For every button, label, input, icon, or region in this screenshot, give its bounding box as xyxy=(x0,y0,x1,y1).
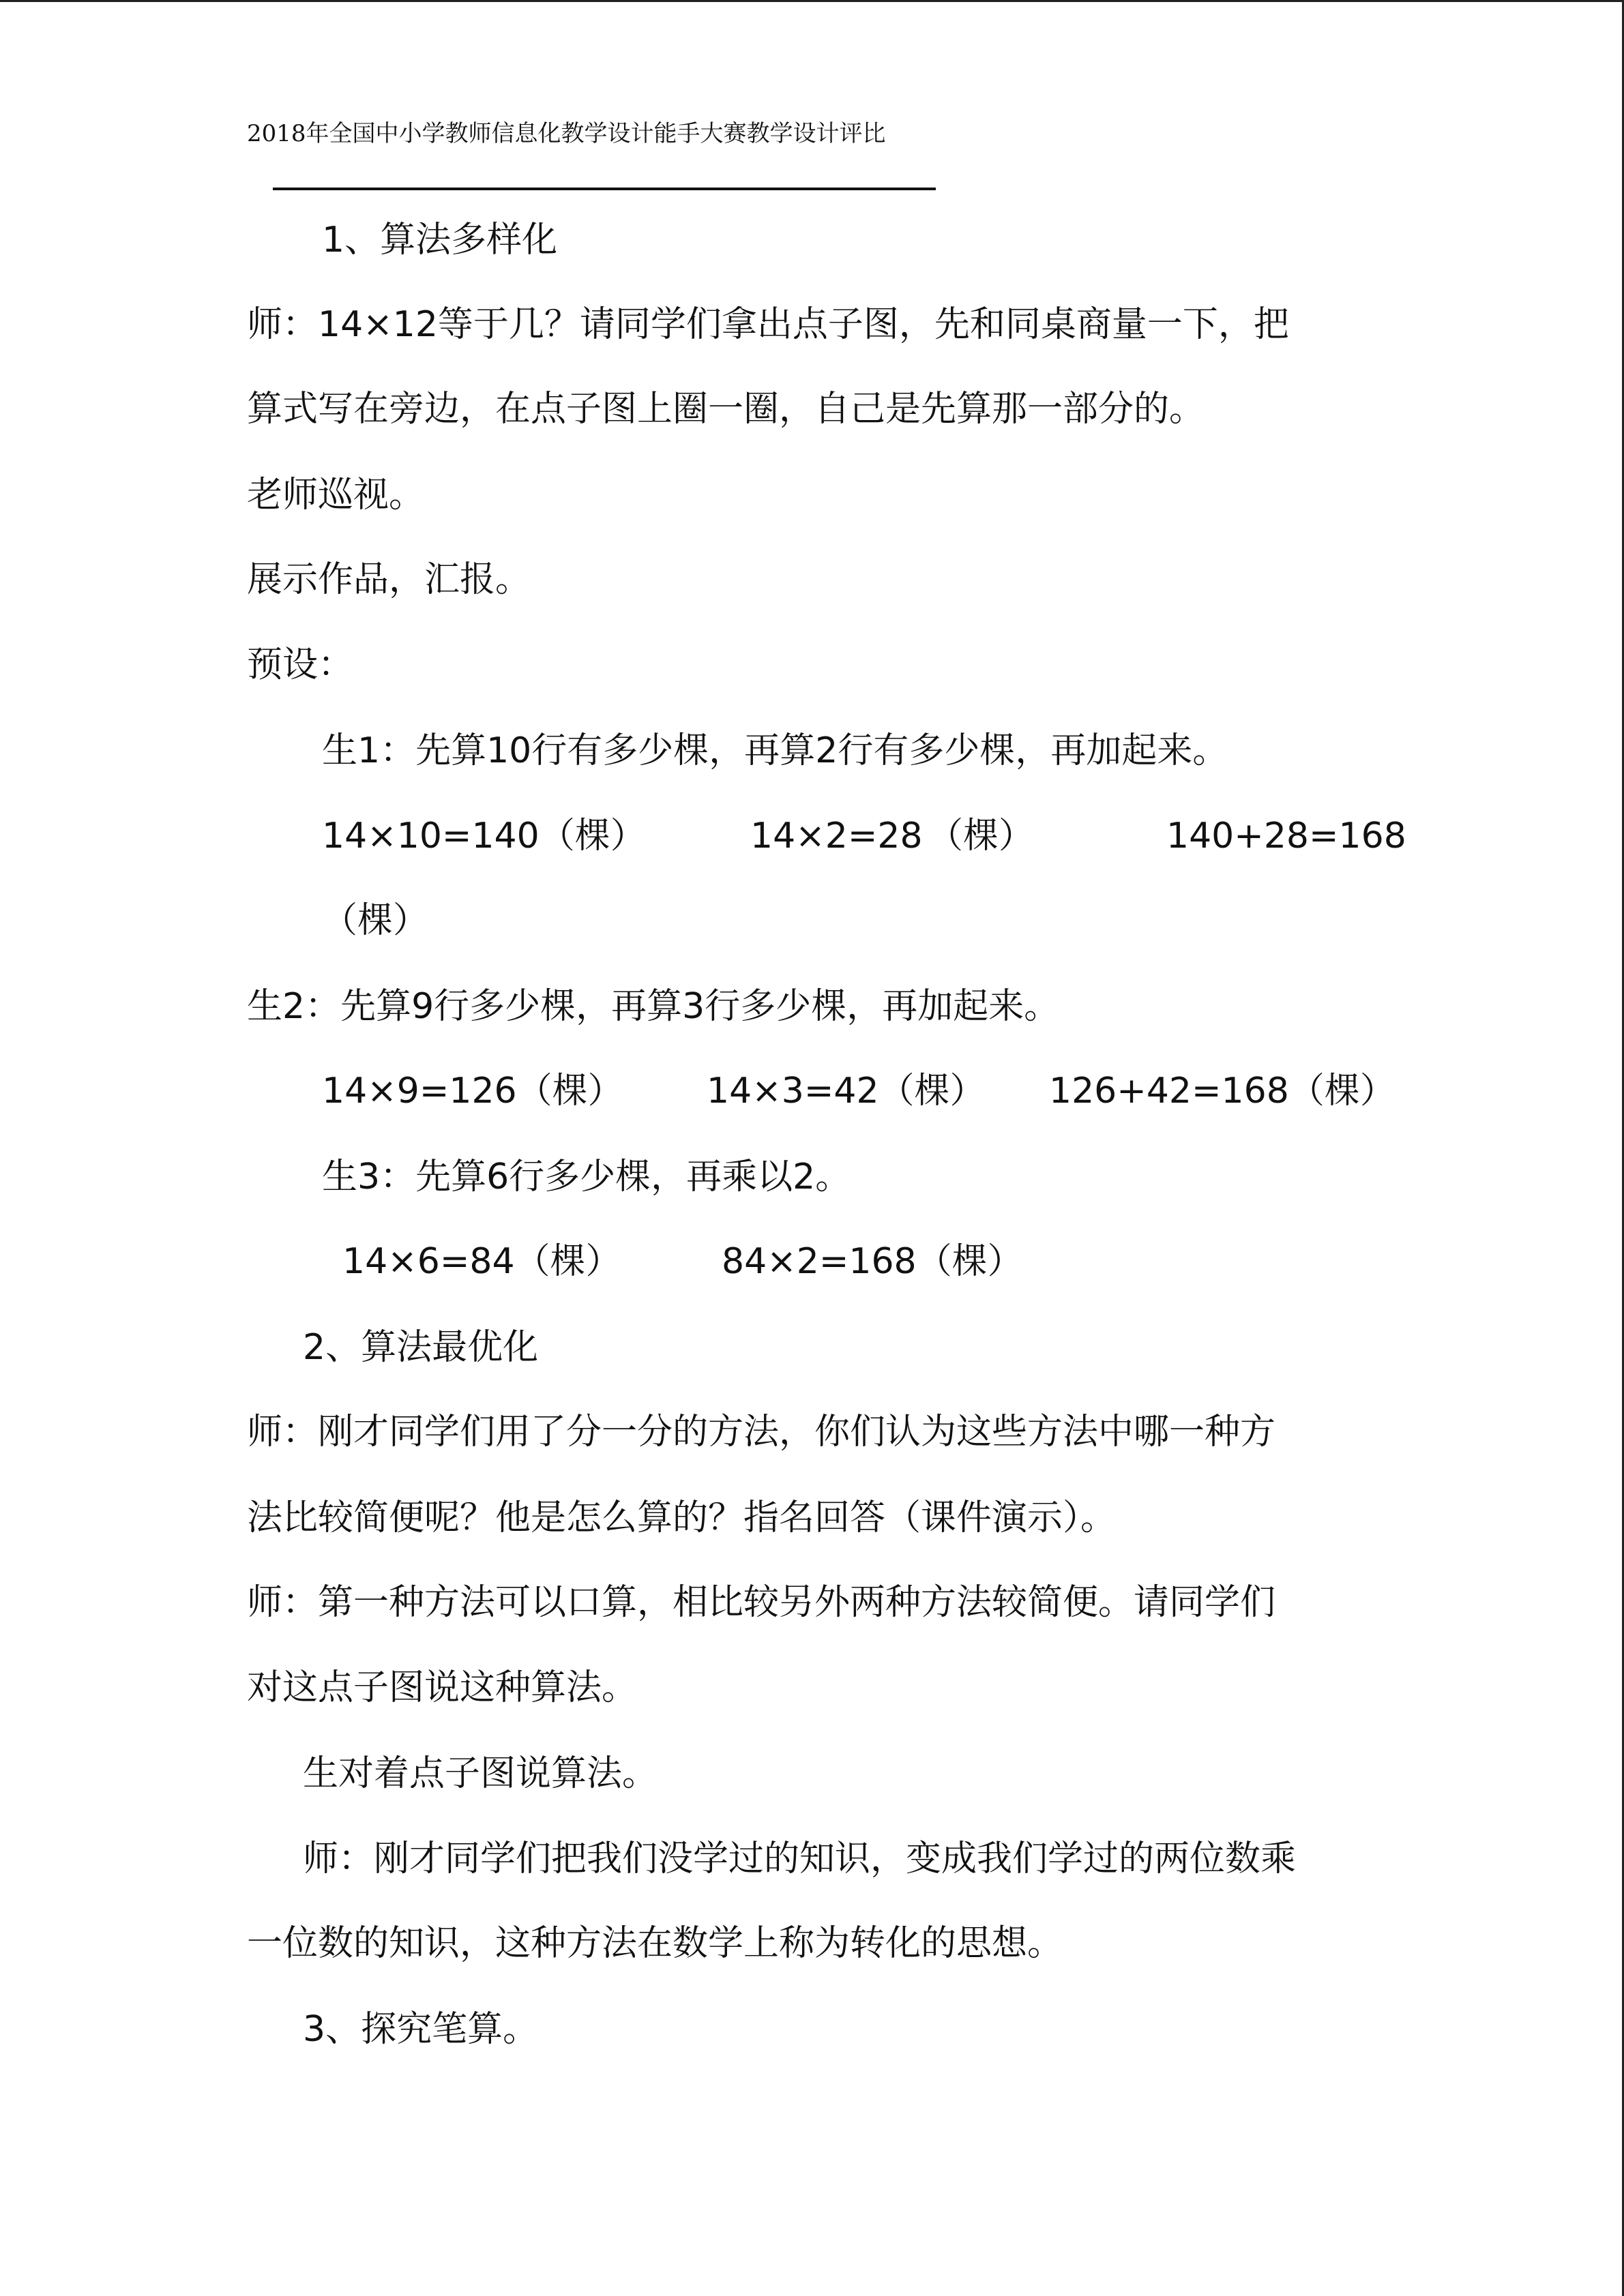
student2-equation-1: 14×9=126（棵） xyxy=(322,1071,623,1112)
paragraph-1a: 师：14×12等于几？请同学们拿出点子图，先和同桌商量一下，把 xyxy=(247,304,1289,345)
paragraph-5b: 法比较简便呢？他是怎么算的？指名回答（课件演示）。 xyxy=(247,1497,1117,1538)
page-header: 2018年全国中小学教师信息化教学设计能手大赛教学设计评比 xyxy=(247,120,886,147)
student2-equation-2: 14×3=42（棵） xyxy=(707,1071,986,1112)
student3-equation-1: 14×6=84（棵） xyxy=(342,1241,621,1282)
student1-equation-3-unit: （棵） xyxy=(322,900,429,941)
student2-equation-3: 126+42=168（棵） xyxy=(1049,1071,1396,1112)
paragraph-5a: 师：刚才同学们用了分一分的方法，你们认为这些方法中哪一种方 xyxy=(247,1412,1276,1452)
paragraph-3: 展示作品，汇报。 xyxy=(247,559,531,600)
paragraph-8a: 师：刚才同学们把我们没学过的知识，变成我们学过的两位数乘 xyxy=(303,1838,1297,1879)
paragraph-8b: 一位数的知识，这种方法在数学上称为转化的思想。 xyxy=(247,1923,1063,1964)
student1-equation-1: 14×10=140（棵） xyxy=(322,816,646,856)
student2-text: 生2：先算9行多少棵，再算3行多少棵，再加起来。 xyxy=(247,986,1060,1027)
student1-equation-3: 140+28=168 xyxy=(1166,816,1406,856)
page-border-top xyxy=(0,0,1624,2)
section-title-1: 1、算法多样化 xyxy=(322,220,558,260)
header-rule xyxy=(273,188,936,190)
paragraph-2: 老师巡视。 xyxy=(247,475,425,516)
paragraph-4: 预设： xyxy=(247,644,354,685)
student3-equation-2: 84×2=168（棵） xyxy=(722,1241,1023,1282)
student1-equation-2-unit: （棵） xyxy=(928,816,1035,856)
student3-text: 生3：先算6行多少棵，再乘以2。 xyxy=(322,1157,851,1197)
student1-equation-2: 14×2=28 xyxy=(750,816,923,856)
paragraph-1b: 算式写在旁边，在点子图上圈一圈，自己是先算那一部分的。 xyxy=(247,389,1205,430)
section-title-3: 3、探究笔算。 xyxy=(303,2009,539,2050)
paragraph-6a: 师：第一种方法可以口算，相比较另外两种方法较简便。请同学们 xyxy=(247,1582,1276,1623)
student1-text: 生1：先算10行有多少棵，再算2行有多少棵，再加起来。 xyxy=(322,730,1228,771)
section-title-2: 2、算法最优化 xyxy=(303,1327,539,1368)
paragraph-6b: 对这点子图说这种算法。 xyxy=(247,1667,638,1708)
paragraph-7: 生对着点子图说算法。 xyxy=(303,1753,658,1794)
